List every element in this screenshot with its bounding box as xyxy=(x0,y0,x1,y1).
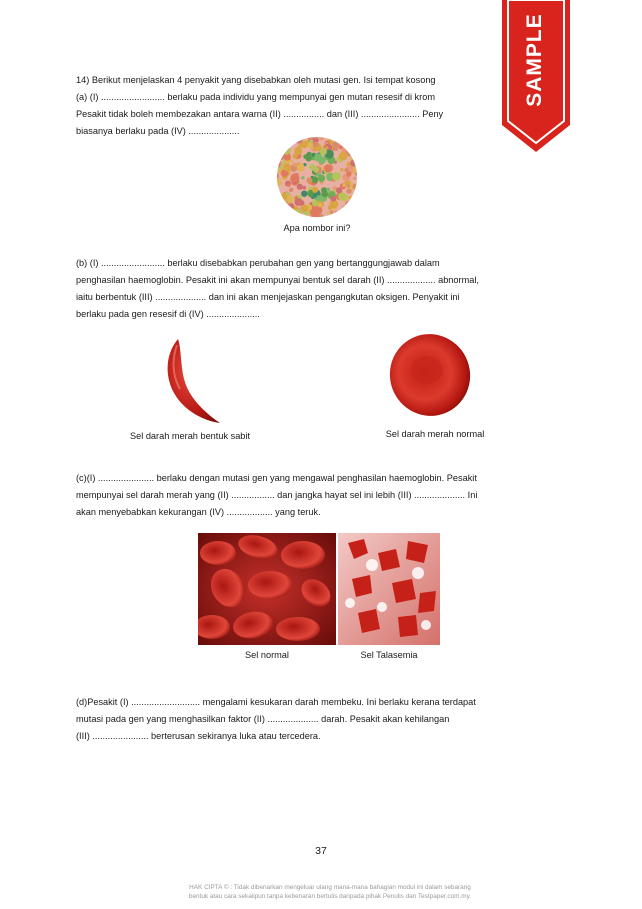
ishihara-dot xyxy=(280,147,284,151)
ishihara-dot xyxy=(283,164,291,172)
normal-cell-caption: Sel darah merah normal xyxy=(385,429,485,439)
ishihara-dot xyxy=(283,136,290,141)
question-intro: 14) Berikut menjelaskan 4 penyakit yang disebabkan oleh mutasi gen. Isi tempat kosong xyxy=(76,75,436,85)
ishihara-dot xyxy=(342,205,350,213)
ishihara-dot xyxy=(346,184,350,188)
ishihara-dot xyxy=(287,214,293,218)
ishihara-dot xyxy=(287,183,291,187)
ishihara-dot xyxy=(286,136,295,144)
ishihara-dot xyxy=(344,137,347,140)
ishihara-dot xyxy=(286,195,294,203)
ishihara-dot xyxy=(326,188,330,192)
ishihara-dot xyxy=(301,176,304,179)
ishihara-dot xyxy=(291,173,300,182)
ishihara-dot xyxy=(312,200,318,206)
ishihara-dot xyxy=(340,168,344,172)
question-intro-a xyxy=(76,72,566,140)
ishihara-dot xyxy=(297,184,303,190)
part-b-line: iaitu berbentuk (III) .................... dan ini akan menjejaskan pengangkutan oksigen. Penyakit ini xyxy=(76,292,460,302)
part-c-line: (c)(I) ...................... berlaku dengan mutasi gen yang mengawal penghasilan haemoglobin. Pesakit xyxy=(76,473,477,483)
ishihara-dot xyxy=(299,216,302,218)
copyright-line: HAK CIPTA © : Tidak dibenarkan mengeluar ulang mana-mana bahagian modul ini dalam sebarang xyxy=(189,884,471,891)
ishihara-dot xyxy=(313,193,318,198)
sickle-cell-caption: Sel darah merah bentuk sabit xyxy=(129,431,251,441)
ishihara-dot xyxy=(312,187,318,193)
part-c-line: akan menyebabkan kekurangan (IV) .................. yang teruk. xyxy=(76,507,321,517)
ishihara-dot xyxy=(301,191,307,197)
ishihara-dot xyxy=(286,136,294,140)
ishihara-dot xyxy=(355,136,359,138)
ishihara-dot xyxy=(322,191,329,198)
sickle-cell-image xyxy=(158,335,226,427)
ishihara-dot xyxy=(297,164,305,172)
part-a-line: biasanya berlaku pada (IV) .................... xyxy=(76,126,240,136)
ishihara-dot xyxy=(340,213,348,218)
ishihara-dot xyxy=(354,158,358,162)
ishihara-dot xyxy=(292,163,296,167)
ishihara-dot xyxy=(276,145,282,152)
ishihara-dot xyxy=(276,154,279,158)
copyright-footer xyxy=(130,883,530,901)
ishihara-dot xyxy=(280,193,287,200)
ishihara-dot xyxy=(332,172,341,181)
ishihara-dot xyxy=(280,143,284,147)
ishihara-dot xyxy=(296,212,302,218)
ishihara-dot xyxy=(313,142,319,148)
normal-cells-image xyxy=(198,533,336,645)
ishihara-dot xyxy=(353,207,357,211)
sample-banner-label: SAMPLE xyxy=(523,13,546,107)
ishihara-dot xyxy=(355,172,358,175)
ishihara-dot xyxy=(352,136,357,139)
ishihara-dot xyxy=(289,213,293,217)
ishihara-dot xyxy=(345,201,350,206)
ishihara-dot xyxy=(336,187,342,193)
ishihara-dot xyxy=(280,152,284,156)
ishihara-dot xyxy=(338,136,344,141)
part-d xyxy=(76,694,566,745)
ishihara-dot xyxy=(292,211,297,216)
ishihara-dot xyxy=(346,172,351,177)
ishihara-dot xyxy=(346,211,351,216)
ishihara-dot xyxy=(313,167,319,173)
ishihara-dot xyxy=(348,203,355,210)
ishihara-dot xyxy=(346,189,351,194)
ishihara-dot xyxy=(284,154,291,161)
ishihara-dot xyxy=(354,149,358,153)
ishihara-dot xyxy=(332,136,336,139)
ishihara-dot xyxy=(349,196,353,200)
ishihara-dot xyxy=(346,148,355,157)
thalassemia-cells-image xyxy=(338,533,440,645)
ishihara-dot xyxy=(307,142,313,148)
ishihara-dot xyxy=(346,145,350,149)
ishihara-dot xyxy=(281,146,285,150)
ishihara-dot xyxy=(310,140,314,144)
ishihara-dot xyxy=(338,192,347,201)
ishihara-dot xyxy=(343,184,346,187)
ishihara-dot xyxy=(305,155,312,162)
ishihara-dot xyxy=(303,186,307,190)
part-a-line: (a) (I) ......................... berlaku pada individu yang mempunyai gen mutan resesif di krom xyxy=(76,92,435,102)
ishihara-dot xyxy=(318,203,323,208)
ishihara-dot xyxy=(327,211,331,215)
ishihara-dot xyxy=(332,141,340,149)
ishihara-dot xyxy=(335,211,338,214)
ishihara-dot xyxy=(314,153,322,161)
ishihara-dot xyxy=(307,178,312,183)
ishihara-dot xyxy=(288,203,294,209)
ishihara-dot xyxy=(350,159,357,166)
part-b-line: berlaku pada gen resesif di (IV) ..................... xyxy=(76,309,260,319)
ishihara-dot xyxy=(352,142,358,148)
ishihara-dot xyxy=(329,136,333,138)
ishihara-dot xyxy=(352,139,358,147)
ishihara-dot xyxy=(325,146,328,149)
ishihara-dot xyxy=(352,196,356,200)
ishihara-dot xyxy=(294,147,302,155)
ishihara-dot xyxy=(294,212,298,216)
ishihara-dot xyxy=(328,136,331,138)
ishihara-dot xyxy=(301,205,308,212)
ishihara-dot xyxy=(324,165,332,173)
ishihara-plate-image xyxy=(276,136,358,218)
normal-red-cell-image xyxy=(385,330,475,420)
ishihara-dot xyxy=(318,175,326,183)
ishihara-dot xyxy=(345,136,352,143)
ishihara-dot xyxy=(276,213,280,218)
part-a-line: Pesakit tidak boleh membezakan antara warna (II) ................ dan (III) ....................... Peny xyxy=(76,109,444,119)
part-d-line: (III) ...................... berterusan sekiranya luka atau tercedera. xyxy=(76,731,321,741)
part-b xyxy=(76,255,566,323)
ishihara-dot xyxy=(351,197,358,206)
part-b-line: penghasilan haemoglobin. Pesakit ini akan mempunyai bentuk sel darah (II) ................... abnormal, xyxy=(76,275,479,285)
part-d-line: (d)Pesakit (I) ........................... mengalami kesukaran darah membeku. Ini berlaku kerana terdapat xyxy=(76,697,476,707)
ishihara-dot xyxy=(295,136,303,144)
part-c xyxy=(76,470,566,521)
normal-cells-caption: Sel normal xyxy=(245,650,289,660)
ishihara-dot xyxy=(328,136,334,139)
ishihara-dot xyxy=(353,177,356,180)
part-b-line: (b) (I) ......................... berlaku disebabkan perubahan gen yang bertanggungjawab dalam xyxy=(76,258,440,268)
ishihara-dot xyxy=(289,210,296,217)
ishihara-dot xyxy=(320,148,327,155)
page-number: 37 xyxy=(315,845,327,857)
part-c-line: mempunyai sel darah merah yang (II) ................. dan jangka hayat sel ini lebih (III) .................... Ini xyxy=(76,490,478,500)
ishihara-dot xyxy=(281,207,284,210)
ishihara-dot xyxy=(295,198,303,206)
ishihara-dot xyxy=(288,137,291,140)
figure-a-caption: Apa nombor ini? xyxy=(283,223,351,233)
ishihara-dot xyxy=(289,188,293,192)
ishihara-dot xyxy=(354,214,358,218)
copyright-line: bentuk atau cara sekalipun tanpa kebenaran bertulis daripada pihak Penulis dan Testpaper.com.my. xyxy=(188,893,472,900)
ishihara-dot xyxy=(342,212,347,217)
ishihara-dot xyxy=(296,213,299,216)
thalassemia-caption: Sel Talasemia xyxy=(360,650,418,660)
ishihara-dot xyxy=(283,147,291,155)
part-d-line: mutasi pada gen yang menghasilkan faktor (II) .................... darah. Pesakit akan kehilangan xyxy=(76,714,450,724)
ishihara-dot xyxy=(349,200,352,203)
ishihara-dot xyxy=(310,209,317,216)
ishihara-dot xyxy=(331,196,337,202)
